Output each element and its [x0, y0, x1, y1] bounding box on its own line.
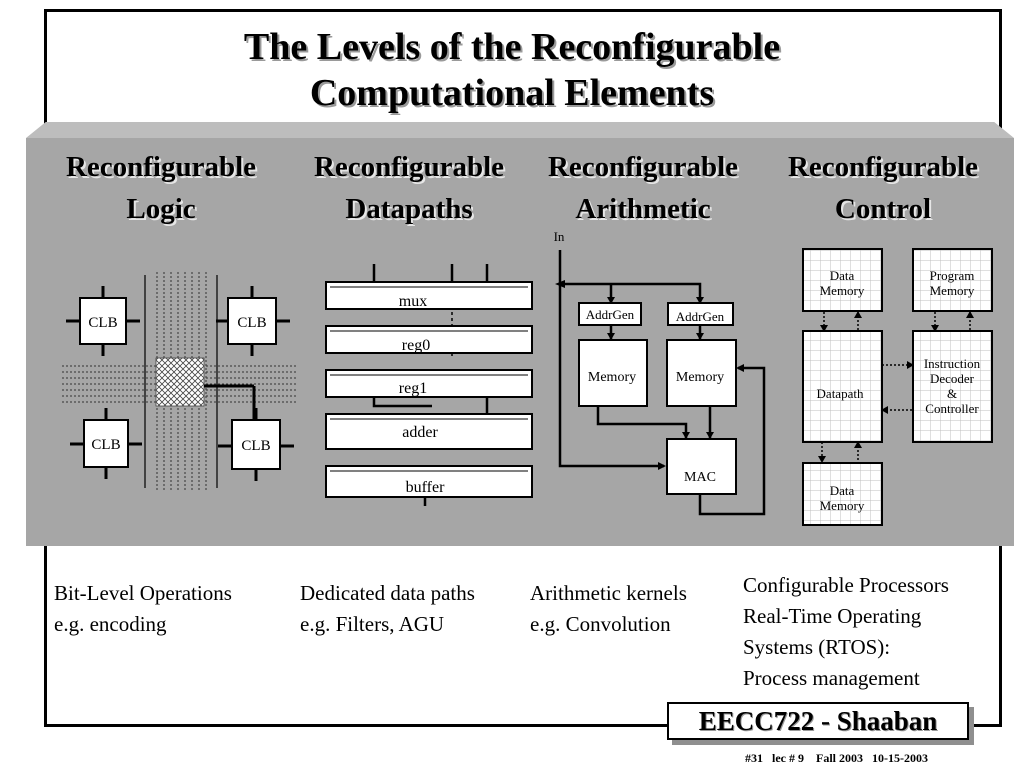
description-line: Dedicated data paths [300, 581, 475, 605]
datapath-block [326, 466, 532, 497]
description-line: Process management [743, 666, 920, 690]
description-line: Arithmetic kernels [530, 581, 687, 605]
description-line: e.g. encoding [54, 612, 167, 636]
program-memory-label [930, 268, 975, 298]
datapath-block [326, 370, 532, 397]
column-title-line: Logic [126, 193, 196, 225]
datapath-label: reg0 [401, 337, 431, 354]
in-label: In [553, 229, 565, 244]
title-line-1: The Levels of the Reconfigurable [243, 26, 781, 68]
clb-label: CLB [88, 315, 118, 331]
label-line: Instruction [923, 356, 981, 371]
label-line: Decoder [929, 370, 975, 386]
label-line: Memory [819, 282, 865, 298]
addrgen-block [579, 303, 641, 325]
program-memory-block [913, 249, 992, 311]
clb-block [228, 298, 276, 344]
datapath-label: adder [402, 424, 438, 441]
memory-block [667, 340, 736, 406]
description-control [743, 570, 949, 694]
description-line: e.g. Convolution [530, 612, 671, 636]
datapath-block [326, 414, 532, 449]
description-line: e.g. Filters, AGU [300, 612, 445, 636]
description-line: Bit-Level Operations [54, 581, 232, 605]
control-datapath-label [817, 386, 864, 401]
clb-block [84, 420, 128, 467]
clb-label: CLB [237, 315, 267, 331]
label-line: Controller [925, 400, 979, 416]
switch-matrix [156, 358, 204, 406]
datapath-block [803, 331, 882, 442]
addrgen-label: AddrGen [675, 309, 725, 324]
memory-label: Memory [587, 370, 637, 385]
datapath-label: buffer [405, 479, 445, 496]
label-line: Memory [819, 497, 865, 513]
column-title-line: Reconfigurable [787, 151, 979, 183]
clb-block [232, 420, 280, 469]
description-line: Real-Time Operating [743, 604, 922, 628]
clb-block [80, 298, 126, 344]
mac-block [667, 439, 736, 494]
label-line: Data [829, 268, 855, 283]
datapath-block [326, 282, 532, 310]
column-title-line: Reconfigurable [313, 151, 505, 183]
control-diagram [803, 249, 992, 525]
arithmetic-diagram [554, 229, 764, 514]
title-line-2: Computational Elements [309, 72, 715, 114]
datapath-label: mux [398, 293, 428, 310]
memory-block [579, 340, 647, 406]
memory-label: Memory [675, 370, 725, 385]
label-line: Datapath [816, 386, 864, 401]
addrgen-label: AddrGen [585, 307, 635, 322]
clb-label: CLB [241, 438, 271, 454]
label-line: Program [929, 268, 975, 283]
datapath-diagram [326, 264, 532, 506]
label-line: Memory [929, 282, 975, 298]
slide-footer: #31 lec # 9 Fall 2003 10-15-2003 [745, 751, 928, 765]
clb-label: CLB [91, 437, 121, 453]
label-line: & [946, 385, 958, 401]
column-title-line: Reconfigurable [65, 151, 257, 183]
mac-label: MAC [684, 470, 716, 485]
instruction-decoder-block [913, 331, 992, 442]
column-title-line: Control [834, 193, 932, 225]
label-line: Data [829, 483, 855, 498]
addrgen-block [668, 303, 733, 325]
description-arithmetic [530, 578, 687, 640]
description-logic [54, 578, 232, 640]
datapath-block [326, 326, 532, 354]
datapath-label: reg1 [398, 380, 428, 397]
description-datapaths [300, 578, 475, 640]
column-title-line: Datapaths [345, 193, 473, 225]
data-memory-top-block [803, 249, 882, 311]
data-memory-bottom-block [803, 463, 882, 525]
instruction-decoder-label [924, 356, 981, 416]
description-line: Systems (RTOS): [743, 635, 891, 659]
logic-diagram [62, 272, 298, 490]
column-title-line: Arithmetic [575, 193, 711, 225]
course-badge: EECC722 - Shaaban [667, 702, 969, 740]
description-line: Configurable Processors [743, 573, 949, 597]
column-title-line: Reconfigurable [547, 151, 739, 183]
